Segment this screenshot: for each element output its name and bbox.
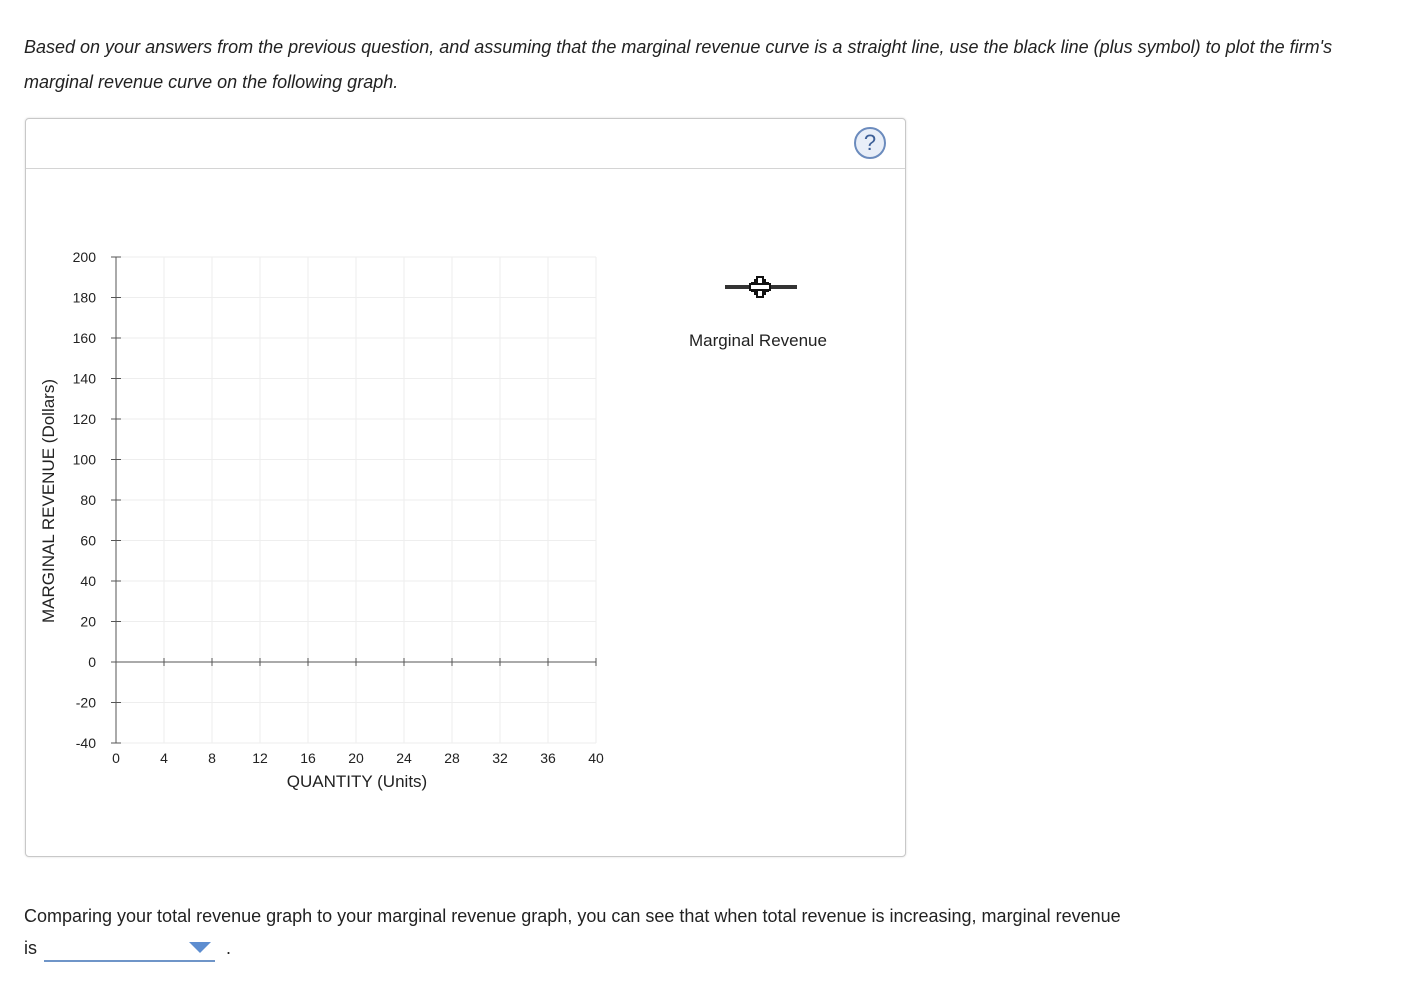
question-text: Comparing your total revenue graph to your marginal revenue graph, you can see that when total revenue is increasing, marginal revenue — [24, 906, 1121, 926]
y-tick-label: 140 — [72, 370, 96, 387]
y-tick-label: 160 — [72, 330, 96, 346]
x-tick-label: 32 — [492, 750, 508, 766]
x-tick-label: 12 — [252, 750, 268, 766]
y-tick-label: 20 — [80, 613, 96, 630]
marginal-revenue-dropdown[interactable] — [44, 936, 215, 962]
y-tick-label: 100 — [72, 451, 96, 468]
x-tick-label: 0 — [112, 750, 120, 766]
x-axis-label: QUANTITY (Units) — [286, 772, 428, 791]
x-tick-label: 36 — [540, 750, 556, 766]
y-tick-label: 80 — [80, 492, 96, 508]
y-tick-label: -20 — [75, 694, 96, 711]
x-tick-label: 28 — [444, 750, 460, 766]
y-tick-label: 0 — [88, 654, 96, 670]
x-tick-label: 20 — [348, 750, 364, 766]
plus-line-icon — [722, 272, 800, 302]
marginal-revenue-tool[interactable] — [722, 272, 800, 302]
marginal-revenue-label: Marginal Revenue — [689, 331, 827, 350]
instructions-text: Based on your answers from the previous question, and assuming that the marginal revenue curve is a straight line, use the black line (plus symbol) to plot the firm's marginal revenue curve on the following graph. — [24, 37, 1333, 92]
y-tick-label: 40 — [80, 573, 96, 589]
y-tick-label: 120 — [72, 411, 96, 427]
x-tick-label: 24 — [396, 750, 412, 766]
chart-tick-labels — [73, 249, 604, 766]
help-icon: ? — [863, 130, 877, 155]
x-tick-label: 16 — [300, 750, 316, 766]
question-prefix: is — [24, 938, 37, 958]
y-tick-label: -40 — [75, 735, 96, 751]
y-axis-label: MARGINAL REVENUE (Dollars) — [39, 378, 58, 624]
y-tick-label: 60 — [80, 532, 96, 549]
question-suffix: . — [226, 938, 232, 958]
y-tick-label: 200 — [72, 249, 96, 265]
y-tick-label: 180 — [72, 289, 96, 306]
chart-grid — [116, 257, 596, 743]
chevron-down-icon[interactable] — [189, 942, 211, 953]
x-tick-label: 8 — [208, 750, 216, 766]
x-tick-label: 4 — [160, 750, 168, 766]
x-tick-label: 40 — [588, 750, 604, 766]
